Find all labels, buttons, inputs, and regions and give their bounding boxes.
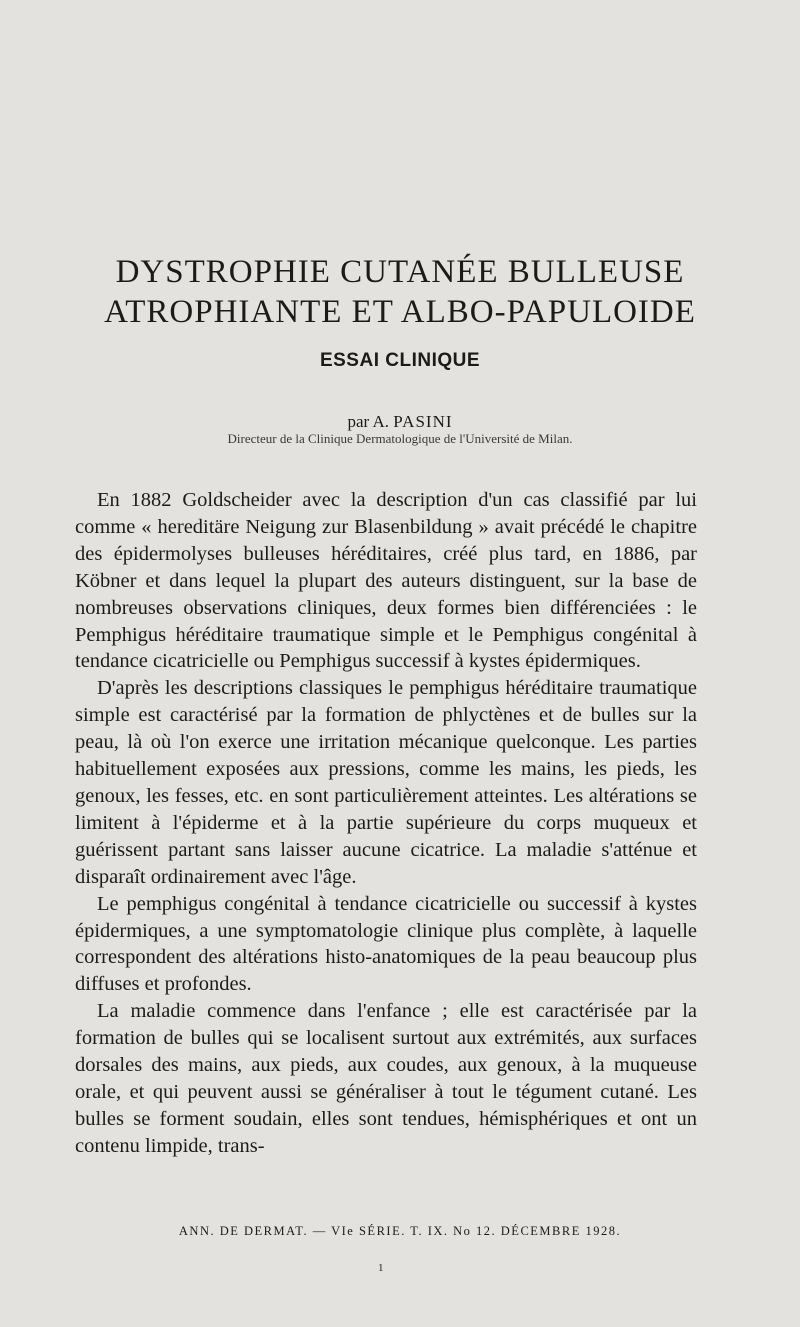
article-title-line-2: ATROPHIANTE ET ALBO-PAPULOIDE	[104, 294, 696, 330]
page-footer: ANN. DE DERMAT. — VIe SÉRIE. T. IX. No 12. DÉCEMBRE 1928.	[178, 1224, 622, 1238]
paragraph-1: En 1882 Goldscheider avec la description d'un cas classifié par lui comme « hereditäre Neigung zur Blasenbildung » avait précédé le chapitre des épidermolyses bulleuses héréditaires, créé plus tard, en 1886, par Köbner et dans lequel la plupart des auteurs distinguent, sur la base de nombreuses observations cliniques, deux formes bien différenciées : le Pemphigus héréditaire traumatique simple et le Pemphigus congénital à tendance cicatricielle ou Pemphigus successif à kystes épidermiques.	[75, 489, 697, 673]
article-title-line-1: DYSTROPHIE CUTANÉE BULLEUSE	[115, 254, 685, 290]
author-name: PASINI	[393, 412, 453, 431]
paragraph-4: La maladie commence dans l'enfance ; elle est caractérisée par la formation de bulles qui se localisent surtout aux extrémités, aux surfaces dorsales des mains, aux pieds, aux coudes, aux genoux, à la muqueuse orale, et qui peuvent aussi se généraliser à tout le tégument cutané. Les bulles se forment soudain, elles sont tendues, hémisphériques et ont un contenu limpide, trans-	[75, 1000, 697, 1157]
paragraph-2: D'après les descriptions classiques le pemphigus héréditaire traumatique simple est caractérisé par la formation de phlyctènes et de bulles sur la peau, là où l'on exerce une irritation mécanique quelconque. Les parties habituellement exposées aux pressions, comme les mains, les pieds, les genoux, les fesses, etc. en sont particulièrement atteintes. Les altérations se limitent à l'épiderme et à la partie supérieure du corps muqueux et guérissent partant sans laisser aucune cicatrice. La maladie s'atténue et disparaît ordinairement avec l'âge.	[75, 677, 697, 888]
article-subtitle: ESSAI CLINIQUE	[319, 350, 481, 371]
signature-mark: 1	[378, 1262, 384, 1274]
author-affiliation: Directeur de la Clinique Dermatologique de l'Université de Milan.	[227, 431, 573, 446]
paragraph-3: Le pemphigus congénital à tendance cicatricielle ou successif à kystes épidermiques, a une symptomatologie clinique plus complète, à laquelle correspondent des altérations histo-anatomiques de la peau beaucoup plus diffuses et profondes.	[75, 892, 697, 996]
article-body	[75, 487, 697, 1160]
author-line	[0, 412, 800, 432]
author-prefix: par A.	[347, 412, 390, 431]
